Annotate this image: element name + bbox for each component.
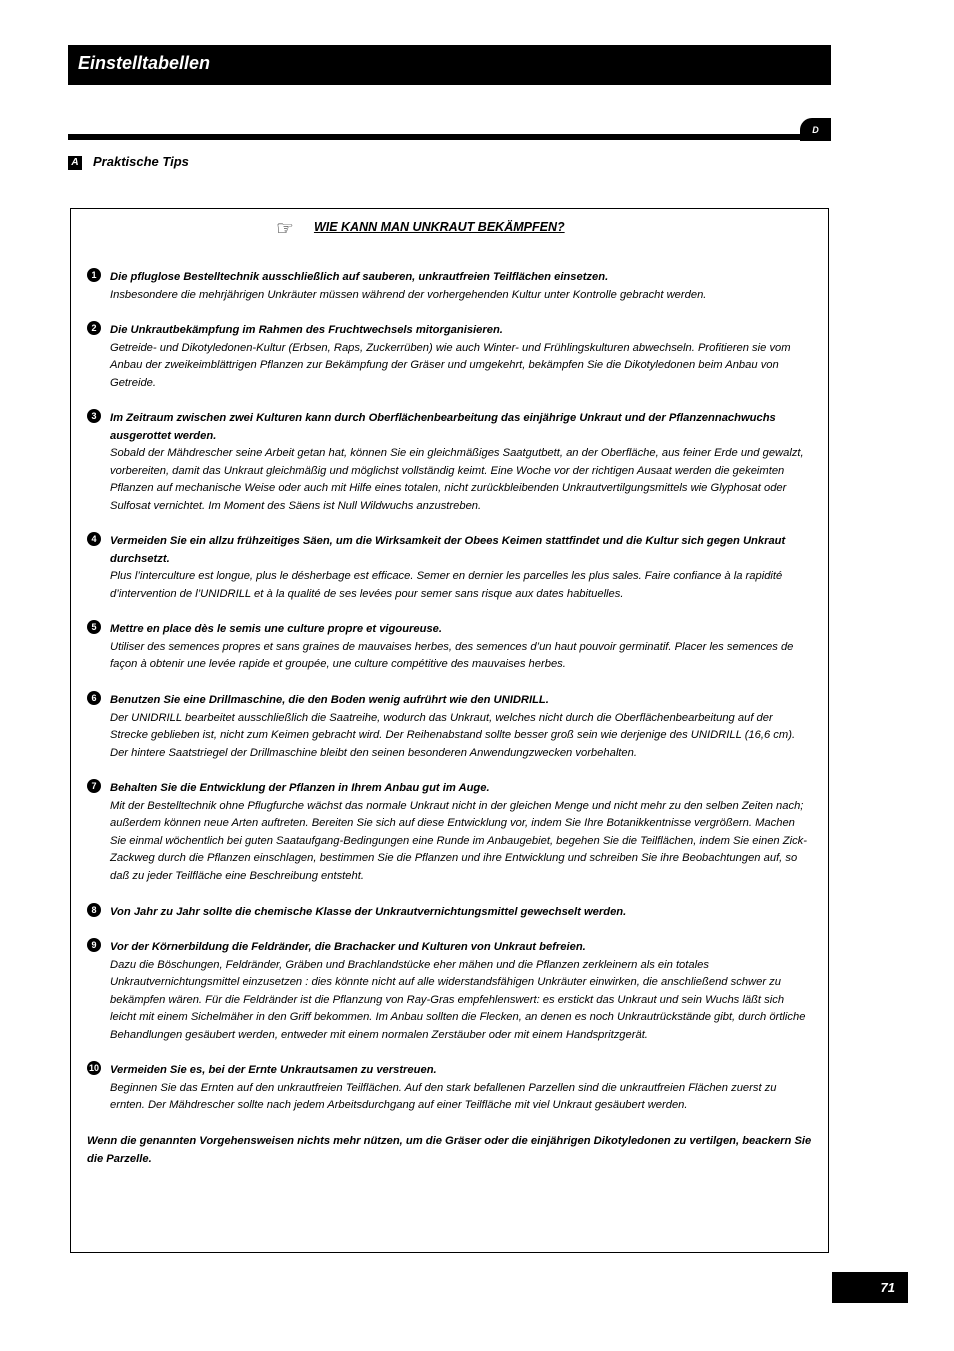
tip-number: 10 [88, 1063, 99, 1073]
tip-number: 1 [87, 268, 101, 282]
tip-item [87, 410, 812, 516]
tip-item [87, 269, 812, 304]
language-tab: D [800, 118, 831, 141]
box-heading-text: WIE KANN MAN UNKRAUT BEKÄMPFEN? [313, 220, 565, 234]
tip-text: Insbesondere die mehrjährigen Unkräuter müssen während der vorhergehenden Kultur unter Kontrolle gebracht werden. [110, 288, 707, 301]
tip-number: 3 [87, 409, 101, 423]
tip-item [87, 692, 812, 762]
tip-item [87, 780, 812, 886]
tip-text: Der UNIDRILL bearbeitet ausschließlich die Saatreihe, wodurch das Unkraut, welches nicht durch die Oberflächenbearbeitung auf der Strecke geblieben ist, nicht zum Keimen gebracht wird. Der Reihenabstand sollte besser groß sein wie derjenige des UNIDRILL (16,6 cm). Der hintere Saatstriegel der Drillmaschine bleibt den seinen besonderen Anwendungzwecken vorbehalten. [110, 711, 796, 759]
box-heading [276, 217, 565, 240]
tip-number: 7 [87, 779, 101, 793]
section-label: Praktische Tips [93, 154, 189, 169]
tip-number: 5 [87, 620, 101, 634]
tip-text: Beginnen Sie das Ernten auf den unkrautfreien Teilflächen. Auf den stark befallenen Parzellen sind die unkrautfreien Flächen zuerst zu ernten. Der Mähdrescher sollte nach jedem Arbeitsdurchgang auf einer Teilfläche mit viel Unkraut gesäubert werden. [110, 1081, 777, 1112]
tip-text: Plus l’interculture est longue, plus le désherbage est efficace. Semer en dernier les parcelles les plus sales. Faire confiance à la rapidité d’intervention de l’UNIDRILL et à la qualité de ses levées pour semer sans risque aux dates habituelles. [110, 570, 783, 600]
tip-number: 9 [87, 938, 101, 952]
tip-title: Vermeiden Sie ein allzu frühzeitiges Säen, um die Wirksamkeit der Obees Keimen stattfindet und die Kultur sich gegen Unkraut durchsetzt. [110, 535, 786, 565]
tip-title: Mettre en place dès le semis une culture propre et vigoureuse. [110, 623, 443, 635]
tip-title: Vor der Körnerbildung die Feldränder, die Brachacker und Kulturen von Unkraut befreien. [110, 941, 586, 953]
tip-item [87, 533, 812, 603]
tip-item [87, 1062, 812, 1115]
tip-text: Dazu die Böschungen, Feldränder, Gräben und Brachlandstücke eher mähen und die Pflanzen zerkleinern als ein totales Unkrautvernichtungsmittel einzusetzen : dies könnte nicht auf alle widerstandsfähigen Unkräuter einwirken, die anschließend schwer zu bekämpfen wären. Für die Feldränder ist die Pflanzung von Ray-Gras empfehlenswert: es erstickt das Unkraut und sein Wuchs läßt sich leicht mit einem Sichelmäher in den Griff bekommen. Im Anbau sollten die Flecken, an denen es noch Unkrautrückstände gibt, durch örtliche Behandlungen gesäubert werden, entweder mit einem normalen Zerstäuber oder mit einem Handspritzgerät. [110, 958, 806, 1041]
tip-number: 4 [87, 532, 101, 546]
tip-title: Von Jahr zu Jahr sollte die chemische Klasse der Unkrautvernichtungsmittel gewechselt werden. [110, 906, 627, 918]
tip-title: Im Zeitraum zwischen zwei Kulturen kann durch Oberflächenbearbeitung das einjährige Unkraut und der Pflanzennachwuchs ausgerottet werden. [110, 412, 776, 442]
pointing-hand-icon: ☞ [276, 218, 294, 240]
tip-item [87, 621, 812, 674]
tip-text: Getreide- und Dikotyledonen-Kultur (Erbsen, Raps, Zuckerrüben) wie auch Winter- und Frühlingskulturen abwechseln. Profitieren sie vom Anbau der zweikeimblättrigen Pflanzen zur Bekämpfung der Gräser und umgekehrt, bekämpfen Sie die Dikotyledonen beim Anbau von Getreide. [110, 341, 791, 389]
closing-note: Wenn die genannten Vorgehensweisen nichts mehr nützen, um die Gräser oder die einjährigen Dikotyledonen zu vertilgen, beackern Sie die Parzelle. [87, 1135, 812, 1165]
page-title: Einstelltabellen [78, 53, 211, 73]
tip-title: Die pfluglose Bestelltechnik ausschließlich auf sauberen, unkrautfreien Teilflächen einsetzen. [110, 271, 609, 283]
tips-box [70, 208, 829, 1253]
tip-item [87, 904, 812, 922]
tip-title: Behalten Sie die Entwicklung der Pflanzen in Ihrem Anbau gut im Auge. [110, 782, 490, 794]
section-badge: A [68, 156, 82, 170]
tip-number: 8 [87, 903, 101, 917]
tip-title: Vermeiden Sie es, bei der Ernte Unkrautsamen zu verstreuen. [110, 1064, 437, 1076]
tip-title: Benutzen Sie eine Drillmaschine, die den Boden wenig aufrührt wie den UNIDRILL. [110, 694, 549, 706]
tip-text: Utiliser des semences propres et sans graines de mauvaises herbes, des semences d’un haut pouvoir germinatif. Placer les semences de façon à obtenir une levée rapide et groupée, une culture compétitive des mauvaises herbes. [110, 640, 794, 671]
tip-number: 6 [87, 691, 101, 705]
tip-number: 2 [87, 321, 101, 335]
tip-item [87, 322, 812, 392]
tip-title: Die Unkrautbekämpfung im Rahmen des Fruchtwechsels mitorganisieren. [110, 324, 503, 336]
tip-text: Sobald der Mähdrescher seine Arbeit getan hat, können Sie ein gleichmäßiges Saatgutbett, an der Oberfläche, aus feiner Erde und gewalzt, vorbereiten, damit das Unkraut gleichmäßig und möglichst vollständig keimt. Eine Woche vor der richtigen Ausaat werden die gekeimten Pflanzen auf mechanische Weise oder auch mit Hilfe eines totalen, nicht zurückbleibenden Unkrautvertilgungsmittels wie Glyphosat oder Sulfosat vernichtet. Im Moment des Säens ist Null Wildwuchs anzustreben. [110, 447, 804, 512]
page-number: 71 [832, 1272, 908, 1303]
tip-text: Mit der Bestelltechnik ohne Pflugfurche wächst das normale Unkraut nicht in der gleichen Menge und nicht mehr zu den selben Zeiten nach; außerdem können neue Arten auftreten. Bereiten Sie sich auf diese Entwicklung vor, indem Sie Ihre Botanikkentnisse vergrößern. Machen Sie einmal wöchentlich bei guten Saataufgang-Bedingungen eine Runde im Anbaugebiet, begehen Sie die Teilflächen, indem Sie einen Zick-Zackweg durch die Pflanzen einschlagen, bestimmen Sie die Pflanzen und ihre Entwicklung und schreiben Sie ihre Beobachtungen auf, so daß zu jeder Teilfläche eine Beschreibung entsteht. [110, 799, 807, 882]
tip-item [87, 939, 812, 1045]
header-rule [68, 134, 808, 140]
header-bar [68, 45, 831, 85]
